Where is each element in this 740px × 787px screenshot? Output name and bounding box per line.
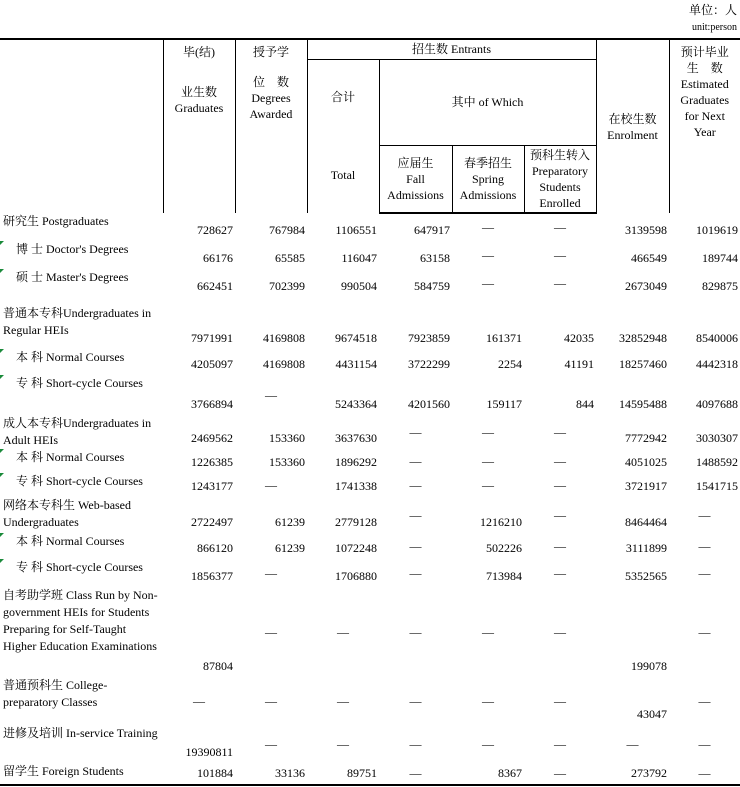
row-label: 留学生 Foreign Students <box>0 763 163 785</box>
cell-value: 502226 <box>486 541 522 555</box>
row-label: 博 士 Doctor's Degrees <box>0 241 163 269</box>
cell-value: 4205097 <box>191 357 233 371</box>
table-row <box>0 449 740 473</box>
cell-value: — <box>554 693 566 708</box>
cell-value: 8464464 <box>625 515 667 529</box>
cell-value: 3722299 <box>408 357 450 371</box>
cell-value: 33136 <box>235 763 307 785</box>
cell-value: 161371 <box>486 331 522 345</box>
cell-value: — <box>524 763 596 785</box>
row-label: 自考助学班 Class Run by Non-government HEIs for Students Preparing for Self-Taught Higher Education Examinations <box>3 588 158 653</box>
cell-value: 153360 <box>269 431 305 445</box>
cell-value: 584759 <box>414 279 450 293</box>
cell-value: — <box>337 624 349 639</box>
cell-value: 41191 <box>564 357 594 371</box>
cell-value: 767984 <box>269 223 305 237</box>
cell-value: 87804 <box>203 659 233 673</box>
cell-value: — <box>482 736 494 751</box>
header-degrees: 授予学 位 数 Degrees Awarded <box>235 39 307 213</box>
cell-value: 1488592 <box>696 455 738 469</box>
cell-value: 1072248 <box>335 541 377 555</box>
header-fall: 应届生 Fall Admissions <box>379 145 452 213</box>
row-label: 硕 士 Master's Degrees <box>0 269 163 297</box>
cell-value: 844 <box>576 397 594 411</box>
cell-value: — <box>698 736 711 751</box>
cell-value: 4169808 <box>263 357 305 371</box>
cell-value: 1856377 <box>191 569 233 583</box>
cell-value: 1243177 <box>191 479 233 493</box>
cell-value: 159117 <box>486 397 522 411</box>
cell-value: — <box>265 387 277 402</box>
cell-value: — <box>554 624 566 639</box>
table-row <box>0 473 740 497</box>
cell-value: 1216210 <box>480 515 522 529</box>
cell-value: 1706880 <box>335 569 377 583</box>
cell-value: — <box>554 538 566 553</box>
row-label: 本 科 Normal Courses <box>0 349 163 375</box>
cell-value: — <box>193 693 205 708</box>
cell-value: 7923859 <box>408 331 450 345</box>
cell-value: 2673049 <box>625 279 667 293</box>
cell-value: — <box>482 453 494 468</box>
row-label: 本 科 Normal Courses <box>0 533 163 559</box>
cell-value: 728627 <box>197 223 233 237</box>
cell-value: — <box>409 453 422 468</box>
cell-value: 9674518 <box>335 331 377 345</box>
row-label: 专 科 Short-cycle Courses <box>0 375 163 415</box>
cell-value: — <box>698 538 711 553</box>
cell-value: 101884 <box>163 763 235 785</box>
row-label: 成人本专科Undergraduates in Adult HEIs <box>3 416 152 447</box>
header-preparatory: 预科生转入 Preparatory Students Enrolled <box>524 145 596 213</box>
cell-value: — <box>409 507 422 522</box>
cell-value: 3637630 <box>335 431 377 445</box>
cell-value: 4169808 <box>263 331 305 345</box>
cell-value: 2254 <box>498 357 522 371</box>
cell-value: 63158 <box>420 251 450 265</box>
cell-value: 662451 <box>197 279 233 293</box>
cell-value: 189744 <box>702 251 738 265</box>
cell-value: 829875 <box>702 279 738 293</box>
cell-value: — <box>698 507 711 522</box>
unit-en: unit:person <box>692 22 737 33</box>
cell-value: — <box>265 736 277 751</box>
cell-value: 19390811 <box>185 745 233 759</box>
cell-value: 4442318 <box>696 357 738 371</box>
cell-value: — <box>554 477 566 492</box>
cell-value: — <box>337 736 349 751</box>
cell-value: 1896292 <box>335 455 377 469</box>
cell-value: — <box>482 624 494 639</box>
cell-value: — <box>379 763 452 785</box>
unit-note <box>689 2 737 36</box>
cell-value: — <box>554 453 566 468</box>
cell-value: — <box>698 624 711 639</box>
cell-value: 3139598 <box>625 223 667 237</box>
header-of-which: 其中 of Which <box>379 59 596 145</box>
cell-value: — <box>698 565 711 580</box>
cell-value: — <box>409 736 422 751</box>
table-row <box>0 415 740 449</box>
header-entrants: 招生数 Entrants <box>307 39 596 59</box>
header-estimated: 预计毕业 生 数 Estimated Graduates for Next Year <box>669 39 740 213</box>
cell-value: — <box>554 220 566 234</box>
cell-value: 1226385 <box>191 455 233 469</box>
cell-value: — <box>554 736 566 751</box>
cell-value: — <box>482 424 494 439</box>
cell-value: — <box>265 624 277 639</box>
cell-value: 5243364 <box>335 397 377 411</box>
table-row <box>0 375 740 415</box>
row-label: 研究生 Postgraduates <box>3 214 109 228</box>
cell-value: 89751 <box>307 763 379 785</box>
table-row <box>0 533 740 559</box>
cell-value: 65585 <box>275 251 305 265</box>
header-spring: 春季招生 Spring Admissions <box>452 145 524 213</box>
table-row <box>0 587 740 677</box>
cell-value: 14595488 <box>619 397 667 411</box>
row-label: 专 科 Short-cycle Courses <box>0 559 163 587</box>
cell-value: 466549 <box>631 251 667 265</box>
cell-value: — <box>554 565 566 580</box>
cell-value: — <box>554 275 566 290</box>
cell-value: — <box>482 477 494 492</box>
cell-value: 2469562 <box>191 431 233 445</box>
table-body <box>0 213 740 785</box>
cell-value: 1106551 <box>335 223 377 237</box>
cell-value: 61239 <box>275 515 305 529</box>
table-row <box>0 349 740 375</box>
cell-value: — <box>409 624 422 639</box>
cell-value: 4051025 <box>625 455 667 469</box>
cell-value: 702399 <box>269 279 305 293</box>
cell-value: 4201560 <box>408 397 450 411</box>
row-label: 网络本专科生 Web-based Undergraduates <box>3 498 132 529</box>
row-label: 进修及培训 In-service Training <box>3 726 158 740</box>
cell-value: 7971991 <box>191 331 233 345</box>
cell-value: — <box>698 693 711 708</box>
cell-value: — <box>409 693 422 708</box>
cell-value: 3111899 <box>625 541 667 555</box>
cell-value: 990504 <box>341 279 377 293</box>
cell-value: — <box>554 247 566 262</box>
cell-value: 5352565 <box>625 569 667 583</box>
cell-value: 3030307 <box>696 431 738 445</box>
cell-value: 2722497 <box>191 515 233 529</box>
row-label: 普通预科生 College-preparatory Classes <box>3 678 108 709</box>
cell-value: — <box>265 477 277 492</box>
table-row <box>0 763 740 785</box>
cell-value: 153360 <box>269 455 305 469</box>
cell-value: — <box>265 693 277 708</box>
cell-value: 647917 <box>414 223 450 237</box>
cell-value: — <box>482 693 494 708</box>
cell-value: — <box>337 693 349 708</box>
cell-value: 4431154 <box>335 357 377 371</box>
table-row <box>0 497 740 533</box>
cell-value: — <box>409 565 422 580</box>
cell-value: — <box>482 247 494 262</box>
cell-value: 66176 <box>203 251 233 265</box>
cell-value: — <box>554 424 566 439</box>
cell-value: 2779128 <box>335 515 377 529</box>
header-corner <box>0 39 163 213</box>
table-row <box>0 725 740 763</box>
cell-value: — <box>482 220 494 234</box>
cell-value: 4097688 <box>696 397 738 411</box>
cell-value: 8540006 <box>696 331 738 345</box>
table-row <box>0 241 740 269</box>
table-row <box>0 677 740 725</box>
cell-value: — <box>409 538 422 553</box>
header-graduates: 毕(结) 业生数 Graduates <box>163 39 235 213</box>
row-label: 本 科 Normal Courses <box>0 449 163 473</box>
cell-value: 1019619 <box>696 223 738 237</box>
cell-value: 42035 <box>564 331 594 345</box>
cell-value: 273792 <box>596 763 669 785</box>
cell-value: — <box>554 507 566 522</box>
cell-value: 7772942 <box>625 431 667 445</box>
statistics-table <box>0 38 740 786</box>
cell-value: 713984 <box>486 569 522 583</box>
header-total: 合计 Total <box>307 59 379 213</box>
cell-value: 32852948 <box>619 331 667 345</box>
cell-value: — <box>409 424 422 439</box>
table-row <box>0 213 740 241</box>
cell-value: 199078 <box>631 659 667 673</box>
cell-value: 1541715 <box>696 479 738 493</box>
cell-value: 3721917 <box>625 479 667 493</box>
cell-value: 116047 <box>341 251 377 265</box>
row-label: 普通本专科Undergraduates in Regular HEIs <box>3 306 152 337</box>
table-row <box>0 269 740 297</box>
cell-value: — <box>482 275 494 290</box>
cell-value: 43047 <box>637 707 667 721</box>
cell-value: 866120 <box>197 541 233 555</box>
row-label: 专 科 Short-cycle Courses <box>0 473 163 497</box>
cell-value: 18257460 <box>619 357 667 371</box>
cell-value: 61239 <box>275 541 305 555</box>
header-enrolment: 在校生数 Enrolment <box>596 39 669 213</box>
table-header <box>0 39 740 213</box>
cell-value: — <box>265 565 277 580</box>
cell-value: 8367 <box>452 763 524 785</box>
cell-value: — <box>409 477 422 492</box>
table-row <box>0 559 740 587</box>
cell-value: — <box>626 736 639 751</box>
cell-value: 3766894 <box>191 397 233 411</box>
table-row <box>0 297 740 349</box>
cell-value: — <box>669 763 740 785</box>
unit-cn: 单位：人 <box>688 3 737 17</box>
cell-value: 1741338 <box>335 479 377 493</box>
